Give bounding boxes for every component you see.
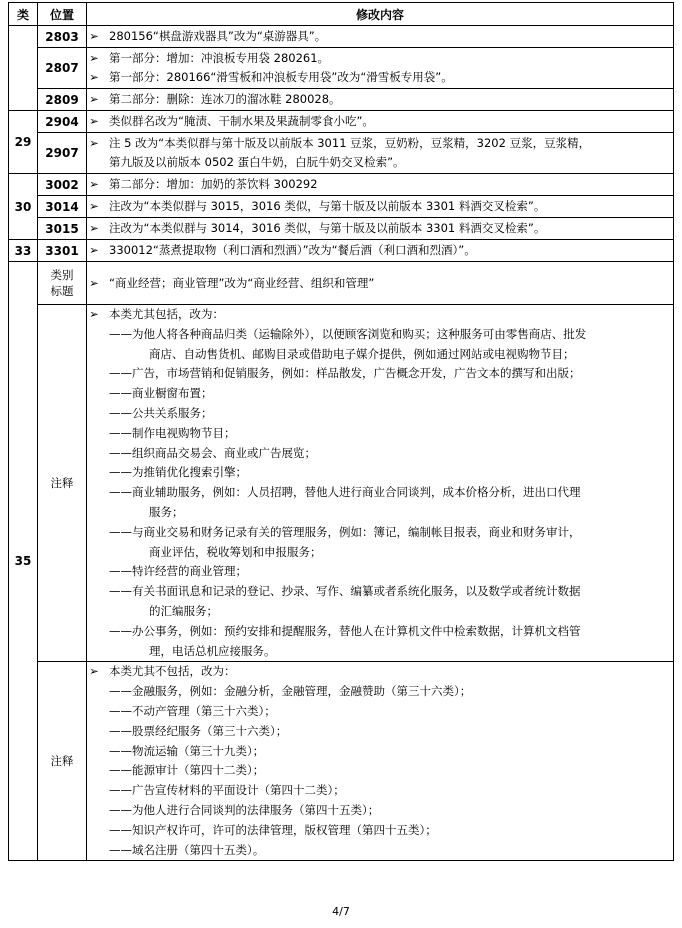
list-item: [87, 702, 673, 722]
bullet-icon: ➢: [89, 51, 99, 65]
list-item-text: ——不动产管理（第三十六类）；: [109, 703, 276, 718]
list-item: [87, 582, 673, 622]
list-item-continuation: 商业评估，税收筹划和申报服务；: [149, 544, 322, 559]
list-item-text: ——域名注册（第四十五类）。: [109, 842, 265, 857]
class-cell-29: 29: [9, 111, 38, 174]
list-item-continuation: 商店、自动售货机、邮购目录或借助电子媒介提供，例如通过网站或电视购物节目；: [149, 346, 575, 361]
position-label: 类别: [50, 268, 74, 282]
table-row: [9, 240, 674, 262]
note-intro: 本类尤其包括，改为：: [109, 307, 224, 321]
list-item: [87, 781, 673, 801]
list-item-text: ——商业辅助服务，例如：人员招聘，替他人进行商业合同谈判，成本价格分析，进出口代理: [109, 485, 581, 500]
table-row: [9, 218, 674, 240]
position-cell-title: [38, 262, 87, 305]
list-item-text: ——办公事务，例如：预约安排和提醒服务，替他人在计算机文件中检索数据，计算机文档管: [109, 623, 581, 638]
list-item: [87, 424, 673, 444]
list-item: [87, 742, 673, 762]
bullet-icon: ➢: [89, 177, 99, 191]
list-item-text: ——物流运输（第三十九类）；: [109, 743, 265, 758]
table-row: [9, 111, 674, 133]
list-item: [87, 523, 673, 563]
content-cell: [87, 133, 674, 174]
position-cell-note: 注释: [38, 305, 87, 662]
content-line: 第二部分：删除：连冰刀的溜冰鞋 280028。: [109, 92, 341, 106]
bullet-icon: ➢: [89, 307, 99, 321]
list-item: [87, 483, 673, 523]
class-cell-35: 35: [9, 262, 38, 861]
class-cell-28: [9, 26, 38, 111]
list-item-text: ——特许经营的商业管理；: [109, 564, 247, 579]
list-item-text: ——为他人将各种商品归类（运输除外），以便顾客浏览和购买；这种服务可由零售商店、批发: [109, 326, 587, 341]
class-cell-33: 33: [9, 240, 38, 262]
position-cell: 2807: [38, 48, 87, 89]
list-item-text: ——组织商品交易会、商业或广告展览；: [109, 445, 316, 460]
list-item-continuation: 服务；: [149, 504, 184, 519]
content-line: 第二部分：增加：加奶的茶饮料 300292: [109, 177, 318, 191]
position-label: 标题: [50, 284, 74, 298]
bullet-icon: ➢: [89, 92, 99, 106]
list-item: [87, 682, 673, 702]
list-item-text: ——金融服务，例如：金融分析，金融管理，金融赞助（第三十六类）；: [109, 684, 472, 699]
header-class: 类: [9, 3, 38, 26]
list-item-text: ——为推销优化搜索引擎；: [109, 465, 247, 480]
list-item-text: ——商业橱窗布置；: [109, 386, 213, 401]
position-cell: 2907: [38, 133, 87, 174]
bullet-icon: ➢: [89, 114, 99, 128]
content-cell: [87, 240, 674, 262]
list-item-text: ——知识产权许可，许可的法律管理，版权管理（第四十五类）；: [109, 822, 437, 837]
position-cell: 2803: [38, 26, 87, 48]
position-cell: 3014: [38, 196, 87, 218]
list-item-text: ——制作电视购物节目；: [109, 425, 236, 440]
content-line: 注改为“本类似群与 3015，3016 类似，与第十版及以前版本 3301 料酒交叉检索”。: [109, 199, 546, 213]
note-exclude-list: [87, 682, 673, 860]
content-cell-note-exclude: [87, 662, 674, 861]
table-row: [9, 196, 674, 218]
amendment-table: [8, 2, 674, 861]
header-position: 位置: [38, 3, 87, 26]
list-item-text: ——广告，市场营销和促销服务，例如：样品散发，广告概念开发，广告文本的撰写和出版；: [109, 366, 581, 381]
list-item-continuation: 的汇编服务；: [149, 603, 218, 618]
bullet-icon: ➢: [89, 136, 99, 150]
bullet-icon: ➢: [89, 664, 99, 679]
list-item: [87, 761, 673, 781]
header-content: 修改内容: [87, 3, 674, 26]
list-item: [87, 364, 673, 384]
bullet-icon: ➢: [89, 275, 99, 290]
content-line: 330012“蒸煮提取物（利口酒和烈酒）”改为“餐后酒（利口酒和烈酒）”。: [109, 243, 476, 257]
content-cell: [87, 262, 674, 305]
list-item: [87, 801, 673, 821]
table-row: [9, 89, 674, 111]
list-item: [87, 444, 673, 464]
list-item: [87, 463, 673, 483]
list-item: [87, 384, 673, 404]
class-cell-30: 30: [9, 174, 38, 240]
content-cell-note-include: [87, 305, 674, 662]
position-cell: 3301: [38, 240, 87, 262]
table-row: [9, 662, 674, 861]
content-line: 第一部分：280166“滑雪板和冲浪板专用袋”改为“滑雪板专用袋”。: [109, 70, 453, 84]
note-intro: 本类尤其不包括，改为：: [109, 664, 236, 679]
bullet-icon: ➢: [89, 29, 99, 43]
list-item-text: ——公共关系服务；: [109, 405, 213, 420]
list-item-text: ——能源审计（第四十二类）；: [109, 763, 265, 778]
position-cell-note: 注释: [38, 662, 87, 861]
content-line: “商业经营；商业管理”改为“商业经营、组织和管理”: [109, 275, 375, 290]
position-cell: 3002: [38, 174, 87, 196]
content-cell: [87, 196, 674, 218]
bullet-icon: ➢: [89, 199, 99, 213]
table-row: [9, 26, 674, 48]
position-cell: 3015: [38, 218, 87, 240]
list-item-text: ——为他人进行合同谈判的法律服务（第四十五类）；: [109, 802, 380, 817]
list-item: [87, 325, 673, 365]
content-line: 第一部分：增加：冲浪板专用袋 280261。: [109, 51, 330, 65]
list-item: [87, 562, 673, 582]
table-row: [9, 174, 674, 196]
table-header-row: [9, 3, 674, 26]
list-item-text: ——股票经纪服务（第三十六类）；: [109, 723, 288, 738]
list-item-text: ——有关书面讯息和记录的登记、抄录、写作、编纂或者系统化服务，以及数学或者统计数据: [109, 584, 581, 599]
list-item-continuation: 理，电话总机应接服务。: [149, 643, 276, 658]
bullet-icon: ➢: [89, 70, 99, 84]
list-item: [87, 404, 673, 424]
content-cell: [87, 89, 674, 111]
list-item: [87, 622, 673, 662]
content-cell: [87, 111, 674, 133]
table-row: [9, 48, 674, 89]
bullet-icon: ➢: [89, 243, 99, 257]
content-cell: [87, 174, 674, 196]
list-item-text: ——与商业交易和财务记录有关的管理服务，例如：簿记，编制帐目报表，商业和财务审计，: [109, 524, 581, 539]
content-line: 280156“棋盘游戏器具”改为“桌游器具”。: [109, 29, 327, 43]
position-cell: 2904: [38, 111, 87, 133]
table-row: [9, 133, 674, 174]
list-item: [87, 821, 673, 841]
content-line: 第九版及以前版本 0502 蛋白牛奶，白朊牛奶交叉检索”。: [109, 155, 405, 169]
list-item: [87, 722, 673, 742]
bullet-icon: ➢: [89, 221, 99, 235]
content-cell: [87, 26, 674, 48]
position-cell: 2809: [38, 89, 87, 111]
page-number: 4/7: [332, 905, 350, 918]
list-item-text: ——广告宣传材料的平面设计（第四十二类）；: [109, 783, 345, 798]
content-cell: [87, 48, 674, 89]
table-row: [9, 305, 674, 662]
list-item: [87, 841, 673, 861]
content-cell: [87, 218, 674, 240]
table-row: [9, 262, 674, 305]
content-line: 注改为“本类似群与 3014，3016 类似，与第十版及以前版本 3301 料酒交叉检索”。: [109, 221, 546, 235]
content-line: 类似群名改为“腌渍、干制水果及果蔬制零食小吃”。: [109, 114, 374, 128]
content-line: 注 5 改为“本类似群与第十版及以前版本 3011 豆浆，豆奶粉，豆浆精，3202 豆浆，豆浆精，: [109, 136, 591, 150]
note-include-list: [87, 325, 673, 662]
